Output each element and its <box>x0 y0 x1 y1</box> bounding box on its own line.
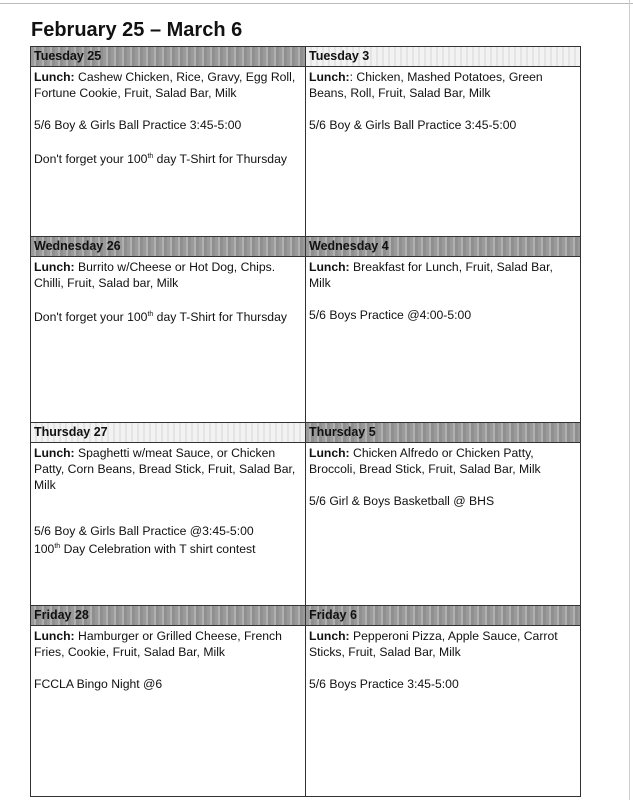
day-header: Wednesday 4 <box>306 237 580 257</box>
scan-edge-right <box>629 0 630 800</box>
note: FCCLA Bingo Night @6 <box>34 677 163 691</box>
day-header: Tuesday 3 <box>306 47 580 67</box>
note: 5/6 Boy & Girls Ball Practice 3:45-5:00 <box>309 118 517 132</box>
day-cell <box>306 606 581 797</box>
day-cell <box>31 423 306 606</box>
note: Don't forget your 100th day T-Shirt for Thursday <box>34 152 287 167</box>
lunch-menu: Spaghetti w/meat Sauce, or Chicken Patty, Corn Beans, Bread Stick, Fruit, Salad Bar, Milk <box>34 446 296 492</box>
lunch-label: Lunch: <box>309 260 350 274</box>
lunch-label: Lunch: <box>309 629 350 643</box>
lunch-menu: Breakfast for Lunch, Fruit, Salad Bar, Milk <box>309 260 553 290</box>
day-cell <box>306 423 581 606</box>
note: 5/6 Boys Practice 3:45-5:00 <box>309 677 459 691</box>
lunch-menu: Chicken Alfredo or Chicken Patty, Broccoli, Bread Stick, Fruit, Salad Bar, Milk <box>309 446 541 476</box>
lunch-menu: Pepperoni Pizza, Apple Sauce, Carrot Sticks, Fruit, Salad Bar, Milk <box>309 629 558 659</box>
week-row-tuesday <box>31 47 581 237</box>
note: 5/6 Boys Practice @4:00-5:00 <box>309 308 472 322</box>
lunch-label: Lunch: <box>309 446 350 460</box>
note: 5/6 Boy & Girls Ball Practice @3:45-5:00 <box>34 524 254 538</box>
day-cell <box>306 47 581 237</box>
day-header: Wednesday 26 <box>31 237 305 257</box>
ordinal-suffix: th <box>147 311 154 318</box>
lunch-label: Lunch: <box>309 70 350 84</box>
day-header: Friday 6 <box>306 606 580 626</box>
day-header: Friday 28 <box>31 606 305 626</box>
calendar-grid <box>30 46 581 797</box>
day-cell <box>306 237 581 423</box>
day-cell <box>31 606 306 797</box>
page-title: February 25 – March 6 <box>31 19 243 41</box>
note: 100th Day Celebration with T shirt contest <box>34 542 256 557</box>
scan-edge-top <box>0 3 633 4</box>
lunch-menu: : Chicken, Mashed Potatoes, Green Beans, Roll, Fruit, Salad Bar, Milk <box>309 70 543 100</box>
week-row-wednesday <box>31 237 581 423</box>
lunch-label: Lunch: <box>34 629 75 643</box>
ordinal-suffix: th <box>54 543 61 550</box>
day-header: Thursday 5 <box>306 423 580 443</box>
day-header: Tuesday 25 <box>31 47 305 67</box>
day-header: Thursday 27 <box>31 423 305 443</box>
lunch-label: Lunch: <box>34 70 75 84</box>
lunch-menu: Hamburger or Grilled Cheese, French Fries, Cookie, Fruit, Salad Bar, Milk <box>34 629 282 659</box>
day-cell <box>31 47 306 237</box>
lunch-menu: Cashew Chicken, Rice, Gravy, Egg Roll, Fortune Cookie, Fruit, Salad Bar, Milk <box>34 70 296 100</box>
day-cell <box>31 237 306 423</box>
lunch-label: Lunch: <box>34 260 75 274</box>
note: Don't forget your 100th day T-Shirt for Thursday <box>34 310 287 325</box>
week-row-friday <box>31 606 581 797</box>
week-row-thursday <box>31 423 581 606</box>
lunch-label: Lunch: <box>34 446 75 460</box>
note: 5/6 Girl & Boys Basketball @ BHS <box>309 494 495 508</box>
lunch-menu: Burrito w/Cheese or Hot Dog, Chips. Chilli, Fruit, Salad bar, Milk <box>34 260 276 290</box>
ordinal-suffix: th <box>147 153 154 160</box>
note: 5/6 Boy & Girls Ball Practice 3:45-5:00 <box>34 118 242 132</box>
